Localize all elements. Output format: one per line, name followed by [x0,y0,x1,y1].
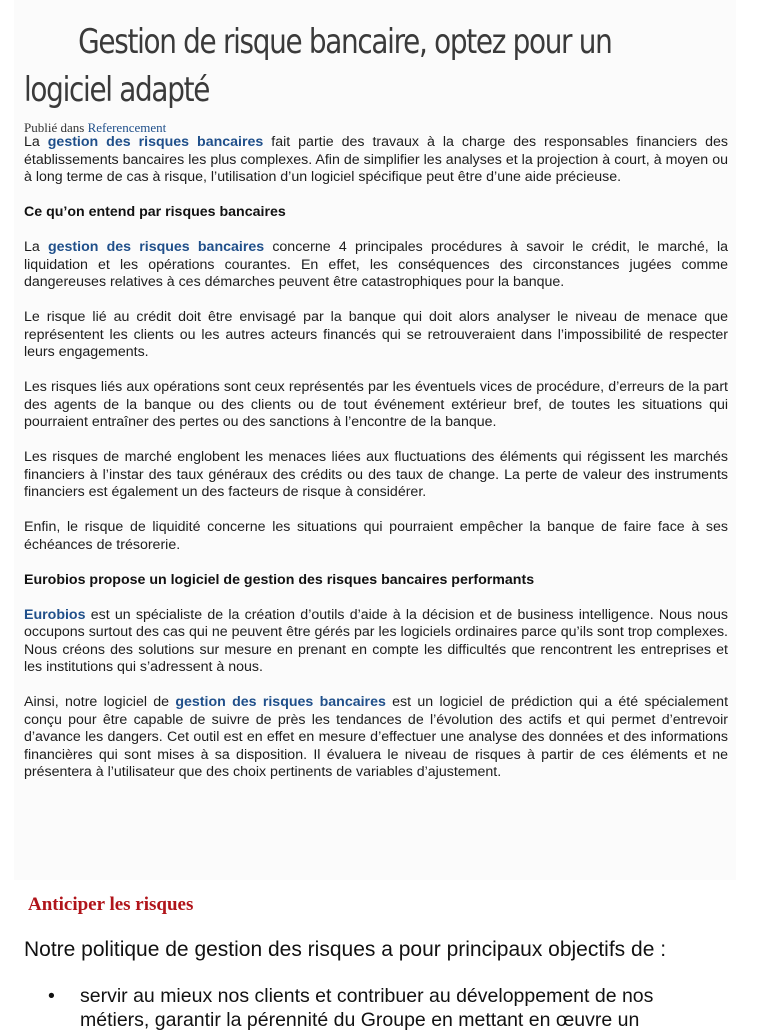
list-item [48,984,728,1032]
paragraph-liquidite: Enfin, le risque de liquidité concerne les situations qui pourraient empêcher la banque de faire face à ses échéances de trésorerie. [24,519,728,553]
category-link[interactable]: Referencement [87,120,167,135]
paragraph-procedures: La gestion des risques bancaires concerne 4 principales procédures à savoir le crédit, le marché, la liquidation et les opérations courantes. En effet, les conséquences des circonstances jugées comme dangereuses relatives à ces démarches peuvent être catastrophiques pour la banque. [24,239,728,290]
published-prefix: Publié dans [24,120,85,135]
paragraph-operations: Les risques liés aux opérations sont ceux représentés par les éventuels vices de procédure, d’erreurs de la part des agents de la banque ou des clients ou de tout événement extérieur bref, de toutes les situations qui pourraient entraîner des pertes ou des sanctions à l’encontre de la banque. [24,379,728,430]
article-body [24,134,728,799]
paragraph-eurobios: Eurobios est un spécialiste de la création d’outils d’aide à la décision et de business intelligence. Nous nous occupons surtout des cas qui ne peuvent être gérés par les logiciels ordinaires parce qu’ils sont trop complexes. Nous créons des solutions sur mesure en prenant en compte les difficultés que rencontrent les entreprises et les institutions qui s’adressent à nous. [24,606,728,675]
title-line-1: Gestion de risque bancaire, optez pour un [78,22,612,62]
link-gestion-risques[interactable]: gestion des risques bancaires [47,239,265,255]
paragraph-marche: Les risques de marché englobent les menaces liées aux fluctuations des éléments qui régissent les marchés financiers à l’instar des taux généraux des crédits ou des taux de change. La perte de valeur des instruments financiers est également un des facteurs de risque à considérer. [24,449,728,500]
heading-eurobios: Eurobios propose un logiciel de gestion des risques bancaires performants [24,571,535,588]
bullet-text: servir au mieux nos clients et contribuer au développement de nos métiers, garantir la pérennité du Groupe en mettant en œuvre un [80,985,654,1031]
paragraph-logiciel: Ainsi, notre logiciel de gestion des risques bancaires est un logiciel de prédiction qui a été spécialement conçu pour être capable de suivre de près les tendances de l’évolution des actifs et qui permet d’entrevoir d’avance les dangers. Cet outil est en effet en mesure d’effectuer une analyse des données et des informations financières qui sont mises à sa disposition. Il évaluera le niveau de risques à partir de ces éléments et ne présentera à l’utilisateur que des choix pertinents de variables d’ajustement. [24,694,729,780]
link-gestion-risques[interactable]: gestion des risques bancaires [175,694,386,710]
bullet-icon: • [48,985,55,1007]
article-title [24,18,614,114]
paragraph-credit: Le risque lié au crédit doit être envisagé par la banque qui doit alors analyser le niveau de menace que représentent les clients ou les autres acteurs financés qui se retrouveraient dans l’impossibilité de respecter leurs engagements. [24,309,728,360]
section-title: Anticiper les risques [28,894,194,915]
section-lead: Notre politique de gestion des risques a pour principaux objectifs de : [24,938,667,961]
objectives-list [48,984,728,1032]
title-line-2: logiciel adapté [24,70,210,110]
link-eurobios[interactable]: Eurobios [24,606,86,623]
paragraph-intro: La gestion des risques bancaires fait partie des travaux à la charge des responsables financiers des établissements bancaires les plus complexes. Afin de simplifier les analyses et la projection à court, à moyen ou à long terme de cas à risque, l’utilisation d’un logiciel spécifique peut être d’une aide précieuse. [24,134,728,185]
link-gestion-risques[interactable]: gestion des risques bancaires [47,134,264,150]
heading-risques-bancaires: Ce qu’on entend par risques bancaires [24,204,286,220]
